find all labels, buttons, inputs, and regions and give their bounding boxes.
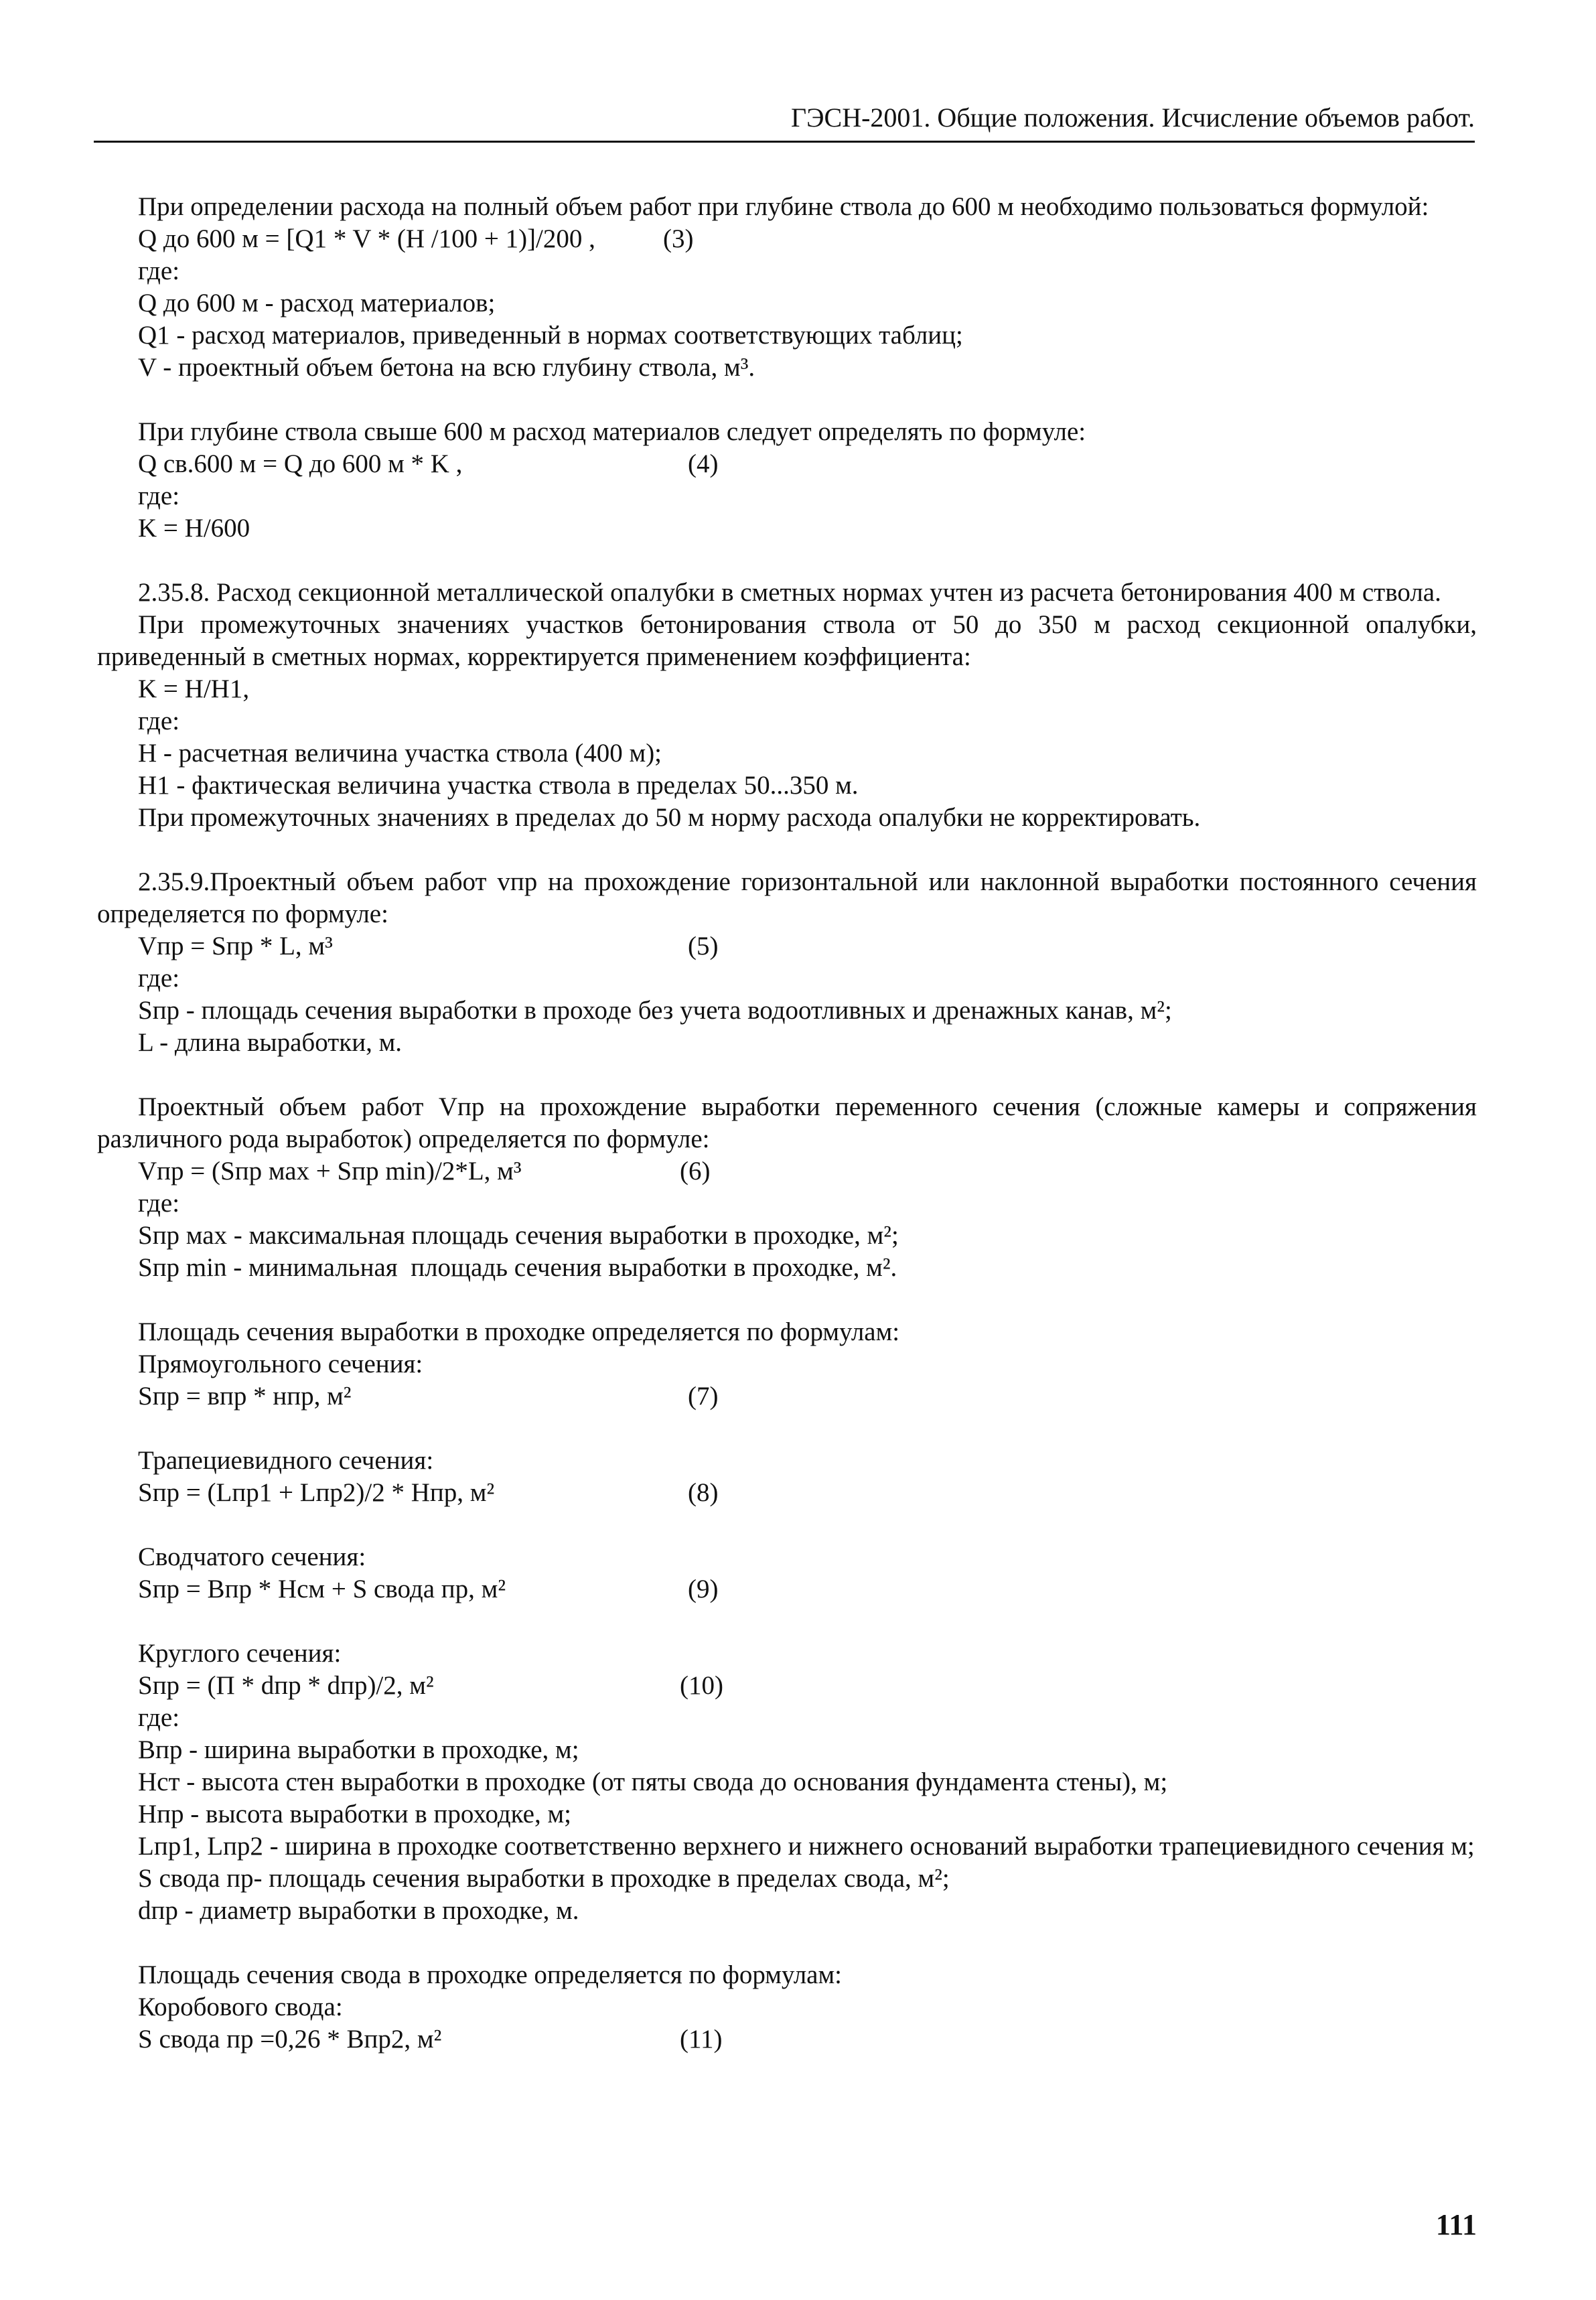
where-label: где: — [138, 964, 180, 993]
formula-3 — [97, 223, 1477, 255]
where-label: где: — [138, 707, 180, 735]
definition: H - расчетная величина участка ствола (400 м); — [138, 739, 662, 768]
formula-number: (4) — [688, 449, 719, 478]
formula-6 — [97, 1155, 1477, 1188]
formula-number: (10) — [680, 1671, 723, 1700]
formula-number: (11) — [680, 2025, 723, 2054]
formula-number: (8) — [688, 1478, 719, 1507]
formula-text: K = H/H1, — [138, 674, 250, 703]
definition: Bпр - ширина выработки в проходке, м; — [138, 1735, 579, 1764]
formula-5 — [97, 930, 1477, 962]
formula-10 — [97, 1670, 1477, 1702]
definition: L - длина выработки, м. — [138, 1028, 403, 1057]
paragraph: При глубине ствола свыше 600 м расход материалов следует определять по формуле: — [138, 417, 1086, 446]
paragraph: Проектный объем работ Vпр на прохождение выработки переменного сечения (сложные камеры и сопряжения различного рода выработок) определяется по формуле: — [97, 1092, 1477, 1153]
section-label: Прямоугольного сечения: — [138, 1350, 423, 1378]
paragraph: При определении расхода на полный объем работ при глубине ствола до 600 м необходимо пользоваться формулой: — [138, 192, 1429, 221]
definition: Sпр min - минимальная площадь сечения выработки в проходке, м². — [138, 1253, 897, 1282]
formula-text: Vпр = (Sпр мах + Sпр min)/2*L, м³ — [138, 1157, 522, 1185]
formula-8 — [97, 1477, 1477, 1509]
formula-11 — [97, 2023, 1477, 2056]
definition: При промежуточных значениях в пределах до 50 м норму расхода опалубки не корректировать. — [138, 803, 1201, 832]
formula-text: Q до 600 м = [Q1 * V * (H /100 + 1)]/200 , — [138, 224, 595, 253]
definition: H1 - фактическая величина участка ствола в пределах 50...350 м. — [138, 771, 859, 800]
definition: Lпр1, Lпр2 - ширина в проходке соответственно верхнего и нижнего оснований выработки трапециевидного сечения м; — [138, 1832, 1475, 1861]
section-label: Коробового свода: — [138, 1993, 343, 2021]
formula-number: (5) — [688, 932, 719, 960]
formula-text: Q св.600 м = Q до 600 м * K , — [138, 449, 463, 478]
formula-text: K = H/600 — [138, 514, 250, 543]
where-label: где: — [138, 1189, 180, 1218]
formula-text: Vпр = Sпр * L, м³ — [138, 932, 333, 960]
section-label: Трапециевидного сечения: — [138, 1446, 434, 1475]
formula-number: (7) — [688, 1382, 719, 1411]
definition: Sпр мах - максимальная площадь сечения выработки в проходке, м²; — [138, 1221, 899, 1250]
formula-text: Sпр = (Lпр1 + Lпр2)/2 * Нпр, м² — [138, 1478, 495, 1507]
formula-text: Sпр = Bпр * Нсм + S свода пр, м² — [138, 1575, 506, 1603]
definition: Q до 600 м - расход материалов; — [138, 289, 496, 317]
formula-7 — [97, 1380, 1477, 1413]
formula-9 — [97, 1573, 1477, 1605]
definition: Q1 - расход материалов, приведенный в нормах соответствующих таблиц; — [138, 321, 963, 350]
definition: Sпр - площадь сечения выработки в проходе без учета водоотливных и дренажных канав, м²; — [138, 996, 1172, 1025]
page-header — [94, 100, 1475, 143]
formula-text: Sпр = (П * dпр * dпр)/2, м² — [138, 1671, 434, 1700]
definition: Нст - высота стен выработки в проходке (от пяты свода до основания фундамента стены), м; — [138, 1768, 1168, 1796]
paragraph: Площадь сечения выработки в проходке определяется по формулам: — [138, 1317, 900, 1346]
section-label: Сводчатого сечения: — [138, 1542, 366, 1571]
formula-text: S свода пр =0,26 * Впр2, м² — [138, 2025, 442, 2054]
paragraph: Площадь сечения свода в проходке определяется по формулам: — [138, 1960, 843, 1989]
where-label: где: — [138, 482, 180, 510]
where-label: где: — [138, 257, 180, 285]
formula-number: (3) — [663, 224, 694, 253]
definition: dпр - диаметр выработки в проходке, м. — [138, 1896, 579, 1925]
document-body — [97, 191, 1477, 2056]
paragraph: 2.35.9.Проектный объем работ vпр на прохождение горизонтальной или наклонной выработки постоянного сечения определяется по формуле: — [97, 867, 1477, 928]
paragraph: 2.35.8. Расход секционной металлической опалубки в сметных нормах учтен из расчета бетонирования 400 м ствола. — [138, 578, 1441, 607]
section-label: Круглого сечения: — [138, 1639, 342, 1668]
formula-number: (9) — [688, 1575, 719, 1603]
formula-4 — [97, 448, 1477, 480]
formula-number: (6) — [680, 1157, 711, 1185]
definition: S свода пр- площадь сечения выработки в проходке в пределах свода, м²; — [138, 1864, 950, 1893]
where-label: где: — [138, 1703, 180, 1732]
page-number: 111 — [1435, 2208, 1477, 2241]
header-title: ГЭСН-2001. Общие положения. Исчисление объемов работ. — [791, 102, 1475, 133]
definition: V - проектный объем бетона на всю глубину ствола, м³. — [138, 353, 755, 382]
formula-text: Sпр = впр * нпр, м² — [138, 1382, 352, 1411]
definition: Нпр - высота выработки в проходке, м; — [138, 1800, 571, 1828]
paragraph: При промежуточных значениях участков бетонирования ствола от 50 до 350 м расход секционной опалубки, приведенный в сметных нормах, корректируется применением коэффициента: — [97, 610, 1477, 671]
